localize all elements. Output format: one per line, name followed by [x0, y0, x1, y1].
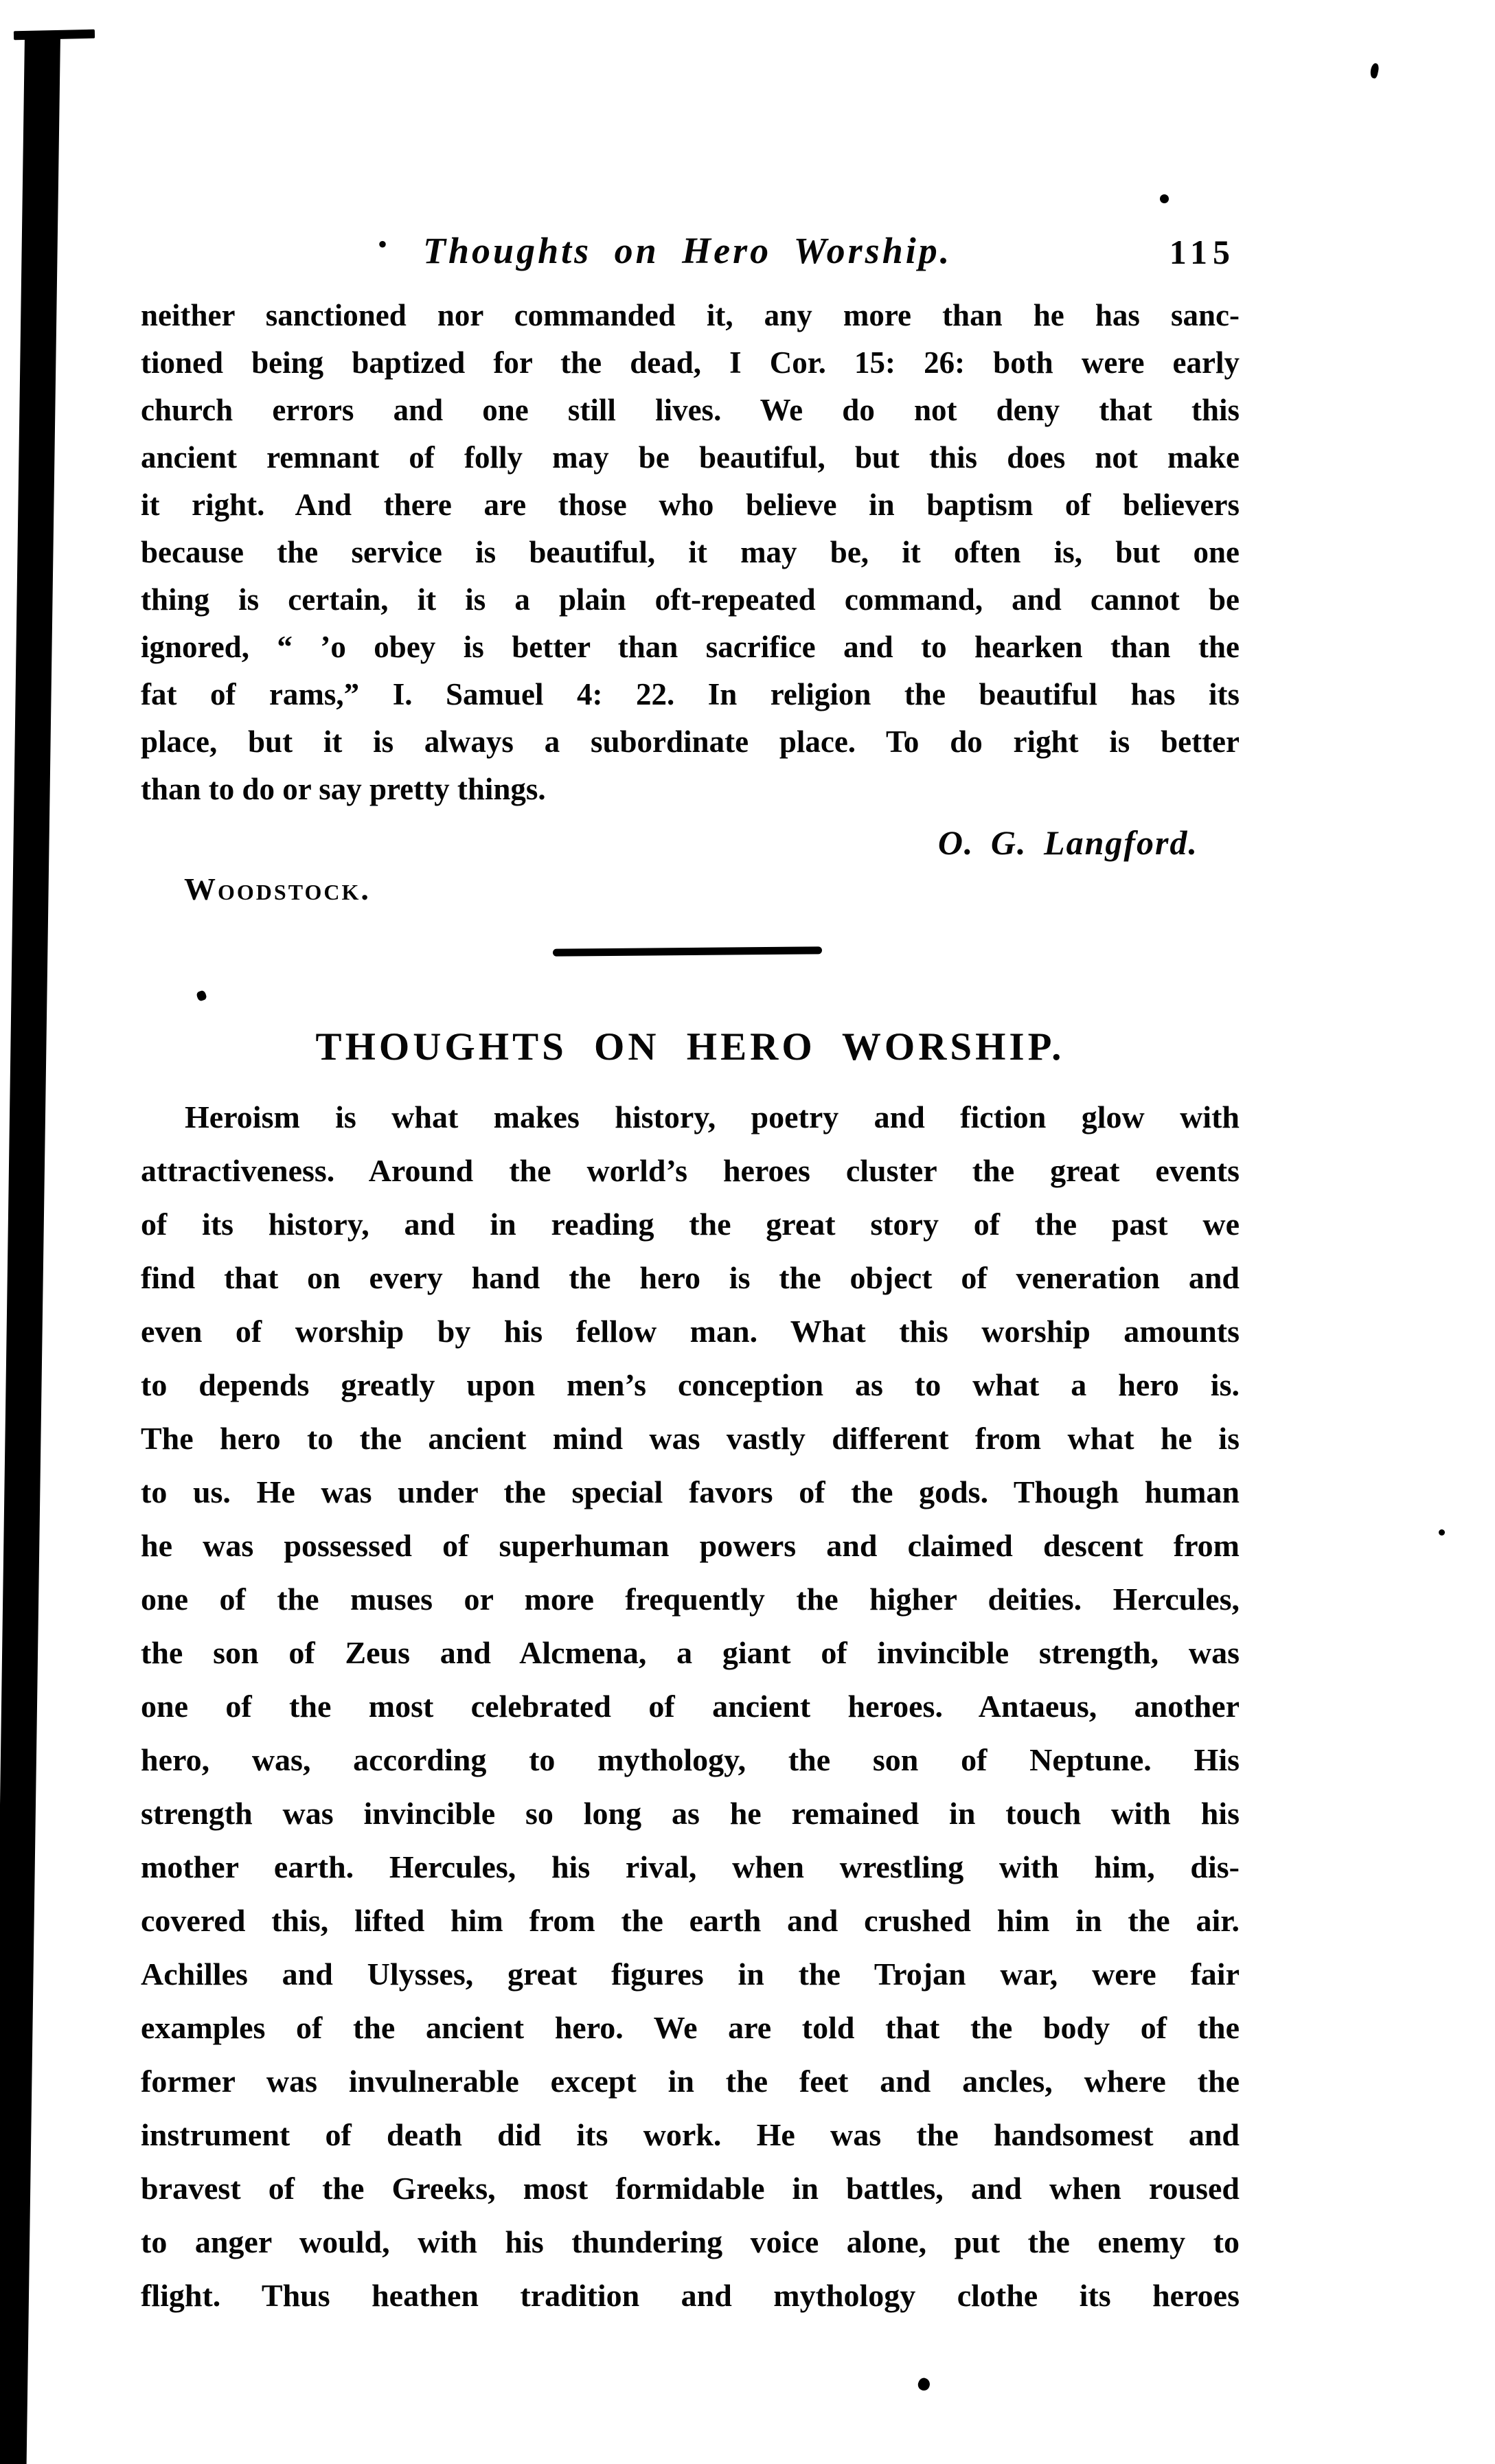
- text-line: bravest of the Greeks, most formidable in battles, and when roused: [141, 2171, 1240, 2206]
- text-line: neither sanctioned nor commanded it, any more than he has sanc-: [141, 298, 1240, 332]
- text-line: one of the muses or more frequently the higher deities. Hercules,: [141, 1582, 1240, 1617]
- ink-speck: [1369, 62, 1380, 79]
- text-line: fat of rams,” I. Samuel 4: 22. In religion the beautiful has its: [141, 677, 1240, 711]
- text-line: instrument of death did its work. He was the handsomest and: [141, 2117, 1240, 2152]
- text-line: because the service is beautiful, it may be, it often is, but one: [141, 535, 1240, 569]
- text-line: thing is certain, it is a plain oft-repeated command, and cannot be: [141, 582, 1240, 617]
- binding-gutter-flare: [14, 30, 95, 40]
- text-line: church errors and one still lives. We do not deny that this: [141, 393, 1240, 427]
- ink-speck: [1160, 194, 1169, 203]
- running-title-wrap: [378, 228, 952, 272]
- text-line: even of worship by his fellow man. What this worship amounts: [141, 1314, 1240, 1349]
- text-line: The hero to the ancient mind was vastly different from what he is: [141, 1421, 1240, 1456]
- page-number: 115: [1169, 233, 1235, 271]
- text-line: one of the most celebrated of ancient heroes. Antaeus, another: [141, 1689, 1240, 1724]
- text-line: strength was invincible so long as he remained in touch with his: [141, 1796, 1240, 1831]
- ink-speck: [1439, 1529, 1445, 1536]
- text-line: Achilles and Ulysses, great figures in the Trojan war, were fair: [141, 1957, 1240, 1992]
- author-signature: O. G. Langford.: [937, 823, 1198, 862]
- text-line: examples of the ancient hero. We are told that the body of the: [141, 2010, 1240, 2045]
- text-line: the son of Zeus and Alcmena, a giant of invincible strength, was: [141, 1635, 1240, 1670]
- article-paragraph: [141, 1091, 1240, 2323]
- text-line: he was possessed of superhuman powers and claimed descent from: [141, 1528, 1240, 1563]
- text-line: mother earth. Hercules, his rival, when wrestling with him, dis-: [141, 1849, 1240, 1884]
- section-divider-rule: [553, 946, 822, 956]
- text-line: to depends greatly upon men’s conception as to what a hero is.: [141, 1367, 1240, 1402]
- text-line: tioned being baptized for the dead, I Cor. 15: 26: both were early: [141, 345, 1240, 380]
- text-line: it right. And there are those who believe in baptism of believers: [141, 488, 1240, 522]
- running-header: [141, 228, 1240, 290]
- author-location: Woodstock.: [184, 871, 371, 906]
- ink-speck: [916, 2376, 932, 2392]
- text-line: former was invulnerable except in the feet and ancles, where the: [141, 2064, 1240, 2099]
- text-line: to us. He was under the special favors of the gods. Though human: [141, 1474, 1240, 1509]
- text-line: covered this, lifted him from the earth and crushed him in the air.: [141, 1903, 1240, 1938]
- text-line: flight. Thus heathen tradition and mythology clothe its heroes: [141, 2278, 1240, 2313]
- ink-speck: [196, 990, 207, 1002]
- text-line: hero, was, according to mythology, the son of Neptune. His: [141, 1742, 1240, 1777]
- text-line: attractiveness. Around the world’s heroes cluster the great events: [141, 1153, 1240, 1188]
- binding-gutter-bar: [0, 34, 60, 2464]
- text-line: than to do or say pretty things.: [141, 772, 546, 806]
- text-line: ignored, “ ’o obey is better than sacrifice and to hearken than the: [141, 630, 1240, 664]
- text-line: find that on every hand the hero is the object of veneration and: [141, 1260, 1240, 1295]
- article-heading: THOUGHTS ON HERO WORSHIP.: [315, 1025, 1065, 1069]
- previous-article-paragraph: [141, 292, 1240, 813]
- text-line: to anger would, with his thundering voice alone, put the enemy to: [141, 2224, 1240, 2259]
- text-line: Heroism is what makes history, poetry and fiction glow with: [185, 1099, 1240, 1134]
- running-header-title: Thoughts on Hero Worship.: [423, 230, 952, 271]
- text-line: place, but it is always a subordinate place. To do right is better: [141, 725, 1240, 759]
- text-line: ancient remnant of folly may be beautiful, but this does not make: [141, 440, 1240, 475]
- bullet-icon: •: [378, 229, 388, 260]
- text-line: of its history, and in reading the great story of the past we: [141, 1207, 1240, 1242]
